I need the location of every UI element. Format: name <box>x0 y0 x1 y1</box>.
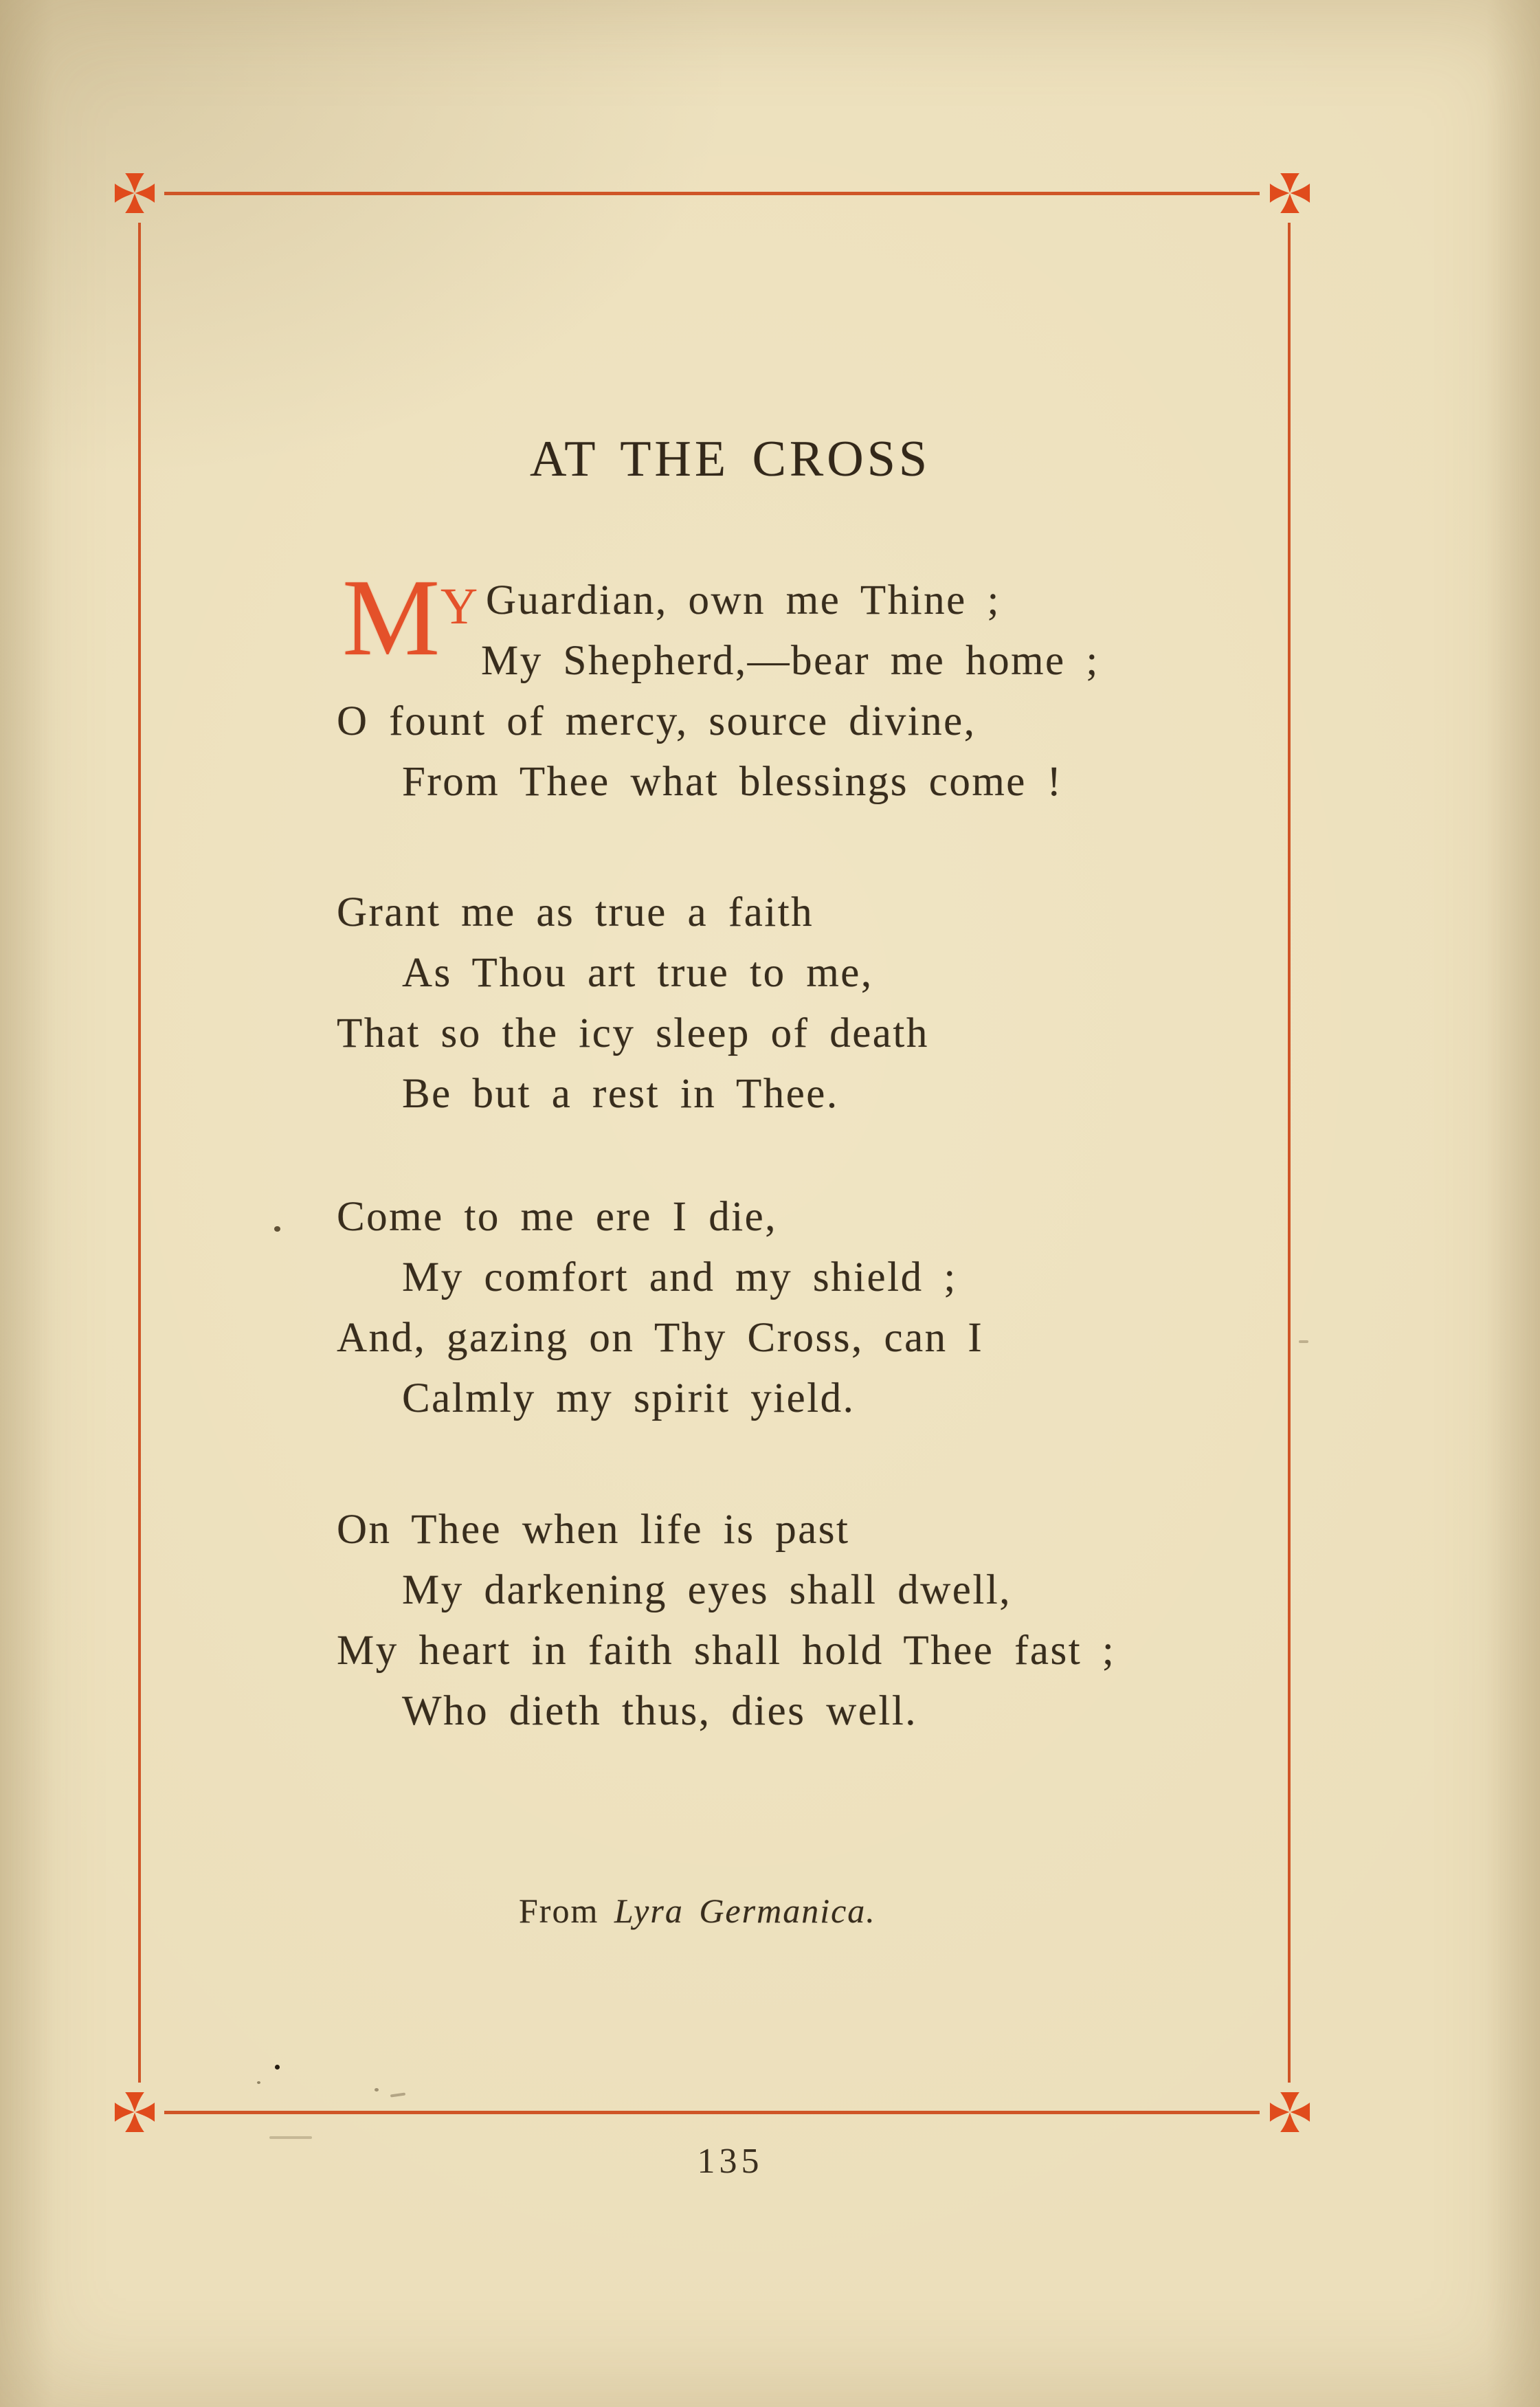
drop-cap-superscript: Y <box>440 578 478 635</box>
poem-line: My comfort and my shield ; <box>402 1254 957 1300</box>
poem-stanza-3 <box>337 1187 983 1429</box>
poem-line: On Thee when life is past <box>337 1507 850 1553</box>
poem-line: My Shepherd,—bear me home ; <box>481 638 1100 684</box>
frame-rule-right <box>1288 223 1291 2083</box>
paper-mark <box>1299 1340 1308 1343</box>
frame-rule-left <box>138 223 141 2083</box>
page-number: 135 <box>697 2142 763 2181</box>
poem-line: Who dieth thus, dies well. <box>402 1688 918 1734</box>
paper-speck <box>257 2081 260 2084</box>
attribution <box>337 1890 876 1931</box>
poem-line: Be but a rest in Thee. <box>402 1071 839 1117</box>
poem-line: Guardian, own me Thine ; <box>486 577 1001 623</box>
poem-stanza-4 <box>337 1500 1115 1742</box>
poem-line: And, gazing on Thy Cross, can I <box>337 1315 984 1361</box>
corner-ornament-bottom-right <box>1267 2089 1313 2135</box>
poem-line: My darkening eyes shall dwell, <box>402 1567 1012 1613</box>
corner-ornament-top-left <box>112 170 157 216</box>
maltese-cross-icon <box>1267 170 1313 216</box>
corner-ornament-bottom-left <box>112 2089 157 2135</box>
poem-line: As Thou art true to me, <box>402 950 873 996</box>
maltese-cross-icon <box>112 2089 157 2135</box>
poem-line: Calmly my spirit yield. <box>402 1375 856 1421</box>
attribution-prefix: From <box>519 1892 599 1930</box>
paper-speck <box>275 2065 280 2070</box>
text-block <box>337 0 1124 2407</box>
poem-line: Grant me as true a faith <box>337 889 814 935</box>
attribution-source: Lyra Germanica. <box>614 1892 876 1930</box>
poem-line: My heart in faith shall hold Thee fast ; <box>337 1628 1116 1674</box>
drop-cap: M <box>342 556 440 678</box>
poem-line: Come to me ere I die, <box>337 1194 777 1240</box>
poem-stanza-2 <box>337 883 929 1124</box>
poem-line: O fount of mercy, source divine, <box>337 698 977 744</box>
corner-ornament-top-right <box>1267 170 1313 216</box>
maltese-cross-icon <box>112 170 157 216</box>
poem-line: That so the icy sleep of death <box>337 1010 929 1056</box>
paper-speck <box>274 1226 280 1232</box>
poem-stanza-1 <box>337 570 1100 812</box>
poem-line: From Thee what blessings come ! <box>402 759 1063 805</box>
page-title: AT THE CROSS <box>529 431 931 487</box>
maltese-cross-icon <box>1267 2089 1313 2135</box>
paper-mark <box>269 2136 312 2139</box>
